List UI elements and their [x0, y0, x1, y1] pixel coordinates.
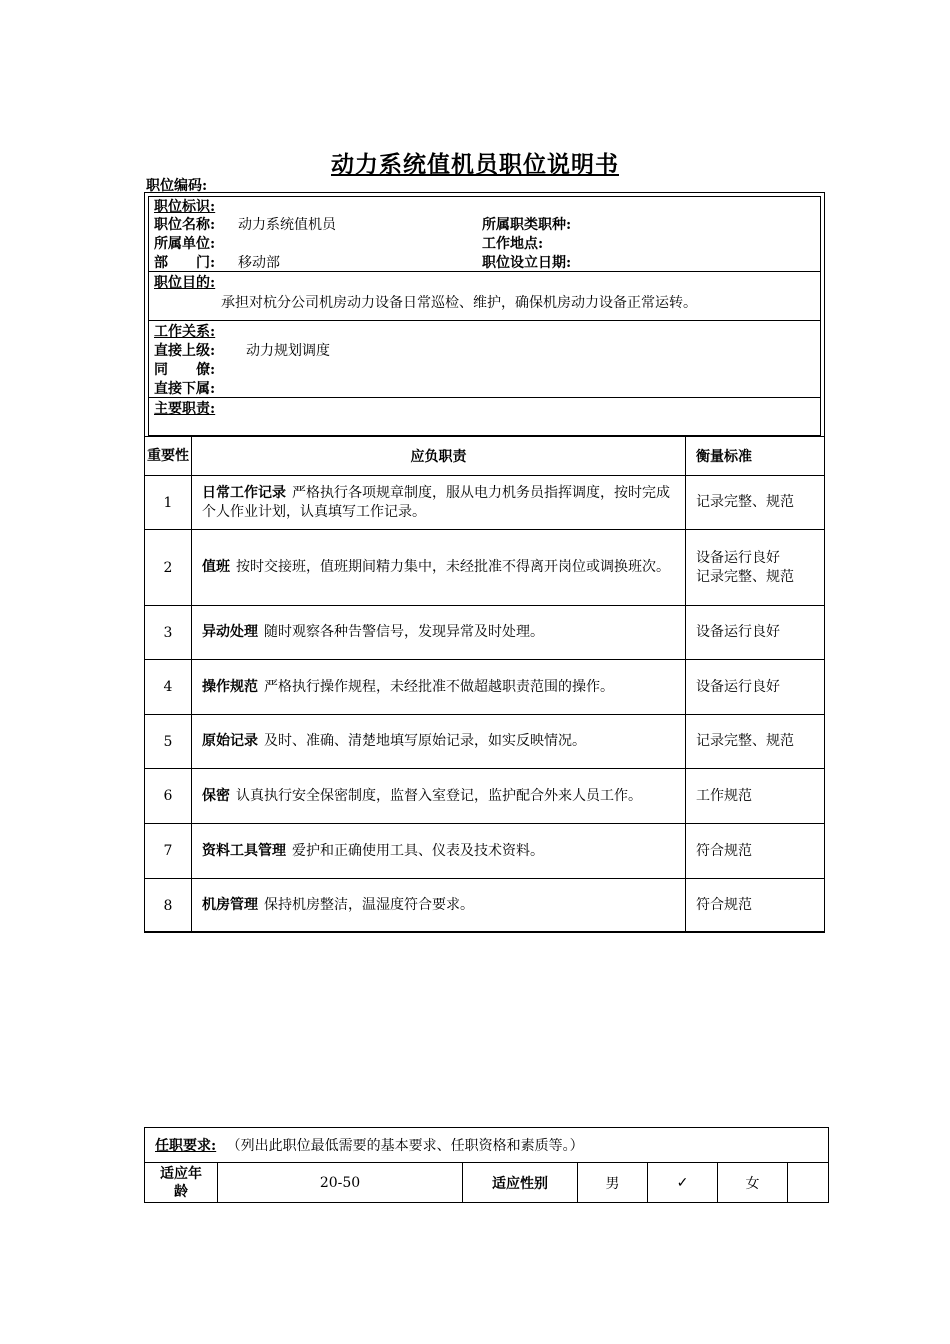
- location-label: 工作地点:: [482, 236, 544, 252]
- duty-title: 原始记录: [202, 733, 258, 749]
- table-row: [145, 530, 825, 606]
- duty-standard: 设备运行良好: [686, 660, 825, 715]
- purpose-text: 承担对杭分公司机房动力设备日常巡检、维护，确保机房动力设备正常运转。: [221, 295, 697, 311]
- duty-title: 保密: [202, 787, 230, 804]
- duty-standard: 设备运行良好 记录完整、规范: [686, 530, 825, 606]
- male-checkbox[interactable]: ✓: [648, 1163, 718, 1203]
- requirements-header-row: [145, 1128, 829, 1163]
- duty-number: 3: [145, 606, 192, 660]
- header-duty: 应负职责: [192, 437, 686, 476]
- duty-title: 操作规范: [202, 678, 258, 695]
- duty-description: [192, 769, 686, 824]
- position-name-label: 职位名称:: [154, 217, 216, 233]
- duty-title: 资料工具管理: [202, 842, 286, 859]
- duty-number: 5: [145, 715, 192, 769]
- duty-text: 保持机房整洁，温湿度符合要求。: [264, 897, 474, 913]
- duty-description: [192, 606, 686, 660]
- duty-text: 随时观察各种告警信号，发现异常及时处理。: [264, 624, 544, 640]
- table-row: [145, 879, 825, 933]
- duty-text: 及时、准确、清楚地填写原始记录，如实反映情况。: [264, 733, 586, 749]
- table-row: [145, 476, 825, 530]
- section-id-title: 职位标识:: [154, 199, 216, 215]
- gender-label: 适应性别: [463, 1163, 578, 1203]
- requirements-note: （列出此职位最低需要的基本要求、任职资格和素质等。）: [226, 1138, 584, 1154]
- duty-table: [144, 436, 825, 933]
- duty-title: 异动处理: [202, 624, 258, 640]
- table-row: [145, 715, 825, 769]
- gender-female: 女: [718, 1163, 788, 1203]
- requirements-row: [145, 1163, 829, 1203]
- duty-description: [192, 476, 686, 530]
- unit-label: 所属单位:: [154, 236, 216, 252]
- female-checkbox[interactable]: [788, 1163, 829, 1203]
- subordinate-label: 直接下属:: [154, 381, 216, 397]
- duty-standard: 设备运行良好: [686, 606, 825, 660]
- divider: [148, 320, 821, 321]
- requirements-table: [144, 1127, 829, 1203]
- superior-label: 直接上级:: [154, 343, 216, 359]
- position-name-value: 动力系统值机员: [238, 217, 336, 233]
- table-row: [145, 824, 825, 879]
- age-value: 20-50: [218, 1163, 463, 1203]
- section-purpose-title: 职位目的:: [154, 275, 216, 291]
- requirements-header: [145, 1128, 829, 1163]
- table-row: [145, 660, 825, 715]
- duty-number: 4: [145, 660, 192, 715]
- duty-text: 爱护和正确使用工具、仪表及技术资料。: [292, 842, 544, 859]
- page-title: 动力系统值机员职位说明书: [331, 151, 619, 178]
- duty-description: [192, 879, 686, 933]
- duty-standard: 符合规范: [686, 824, 825, 879]
- department-label: 部 门:: [154, 255, 216, 271]
- header-importance: 重要性: [145, 437, 192, 476]
- duty-description: [192, 824, 686, 879]
- duty-table-header: [145, 437, 825, 476]
- duty-standard: 记录完整、规范: [686, 715, 825, 769]
- duty-standard: 工作规范: [686, 769, 825, 824]
- duty-number: 1: [145, 476, 192, 530]
- gender-male: 男: [578, 1163, 648, 1203]
- position-code-label: 职位编码:: [146, 178, 208, 194]
- duty-title: 日常工作记录: [202, 484, 286, 501]
- peer-label: 同 僚:: [154, 362, 216, 378]
- duty-description: [192, 530, 686, 606]
- section-relations-title: 工作关系:: [154, 324, 216, 340]
- duty-text: 严格执行各项规章制度，服从电力机务员指挥调度，按时完成个人作业计划，认真填写工作记录。: [202, 484, 670, 520]
- duty-text: 认真执行安全保密制度，监督入室登记，监护配合外来人员工作。: [236, 787, 642, 804]
- duty-number: 6: [145, 769, 192, 824]
- superior-value: 动力规划调度: [246, 343, 330, 359]
- requirements-label: 任职要求:: [155, 1138, 217, 1154]
- section-duties-title: 主要职责:: [154, 401, 216, 417]
- established-date-label: 职位设立日期:: [482, 255, 572, 271]
- header-standard: 衡量标准: [686, 437, 825, 476]
- duty-description: [192, 715, 686, 769]
- duty-title: 机房管理: [202, 897, 258, 913]
- divider: [148, 397, 821, 398]
- duty-standard: 记录完整、规范: [686, 476, 825, 530]
- age-label: 适应年龄: [145, 1163, 218, 1203]
- duty-text: 按时交接班，值班期间精力集中，未经批准不得离开岗位或调换班次。: [236, 559, 670, 575]
- table-row: [145, 606, 825, 660]
- duty-number: 7: [145, 824, 192, 879]
- duty-description: [192, 660, 686, 715]
- table-row: [145, 769, 825, 824]
- duty-text: 严格执行操作规程，未经批准不做超越职责范围的操作。: [264, 678, 614, 695]
- duty-title: 值班: [202, 559, 230, 575]
- duty-number: 2: [145, 530, 192, 606]
- duty-number: 8: [145, 879, 192, 933]
- duty-standard: 符合规范: [686, 879, 825, 933]
- category-label: 所属职类职种:: [482, 217, 572, 233]
- department-value: 移动部: [238, 255, 280, 271]
